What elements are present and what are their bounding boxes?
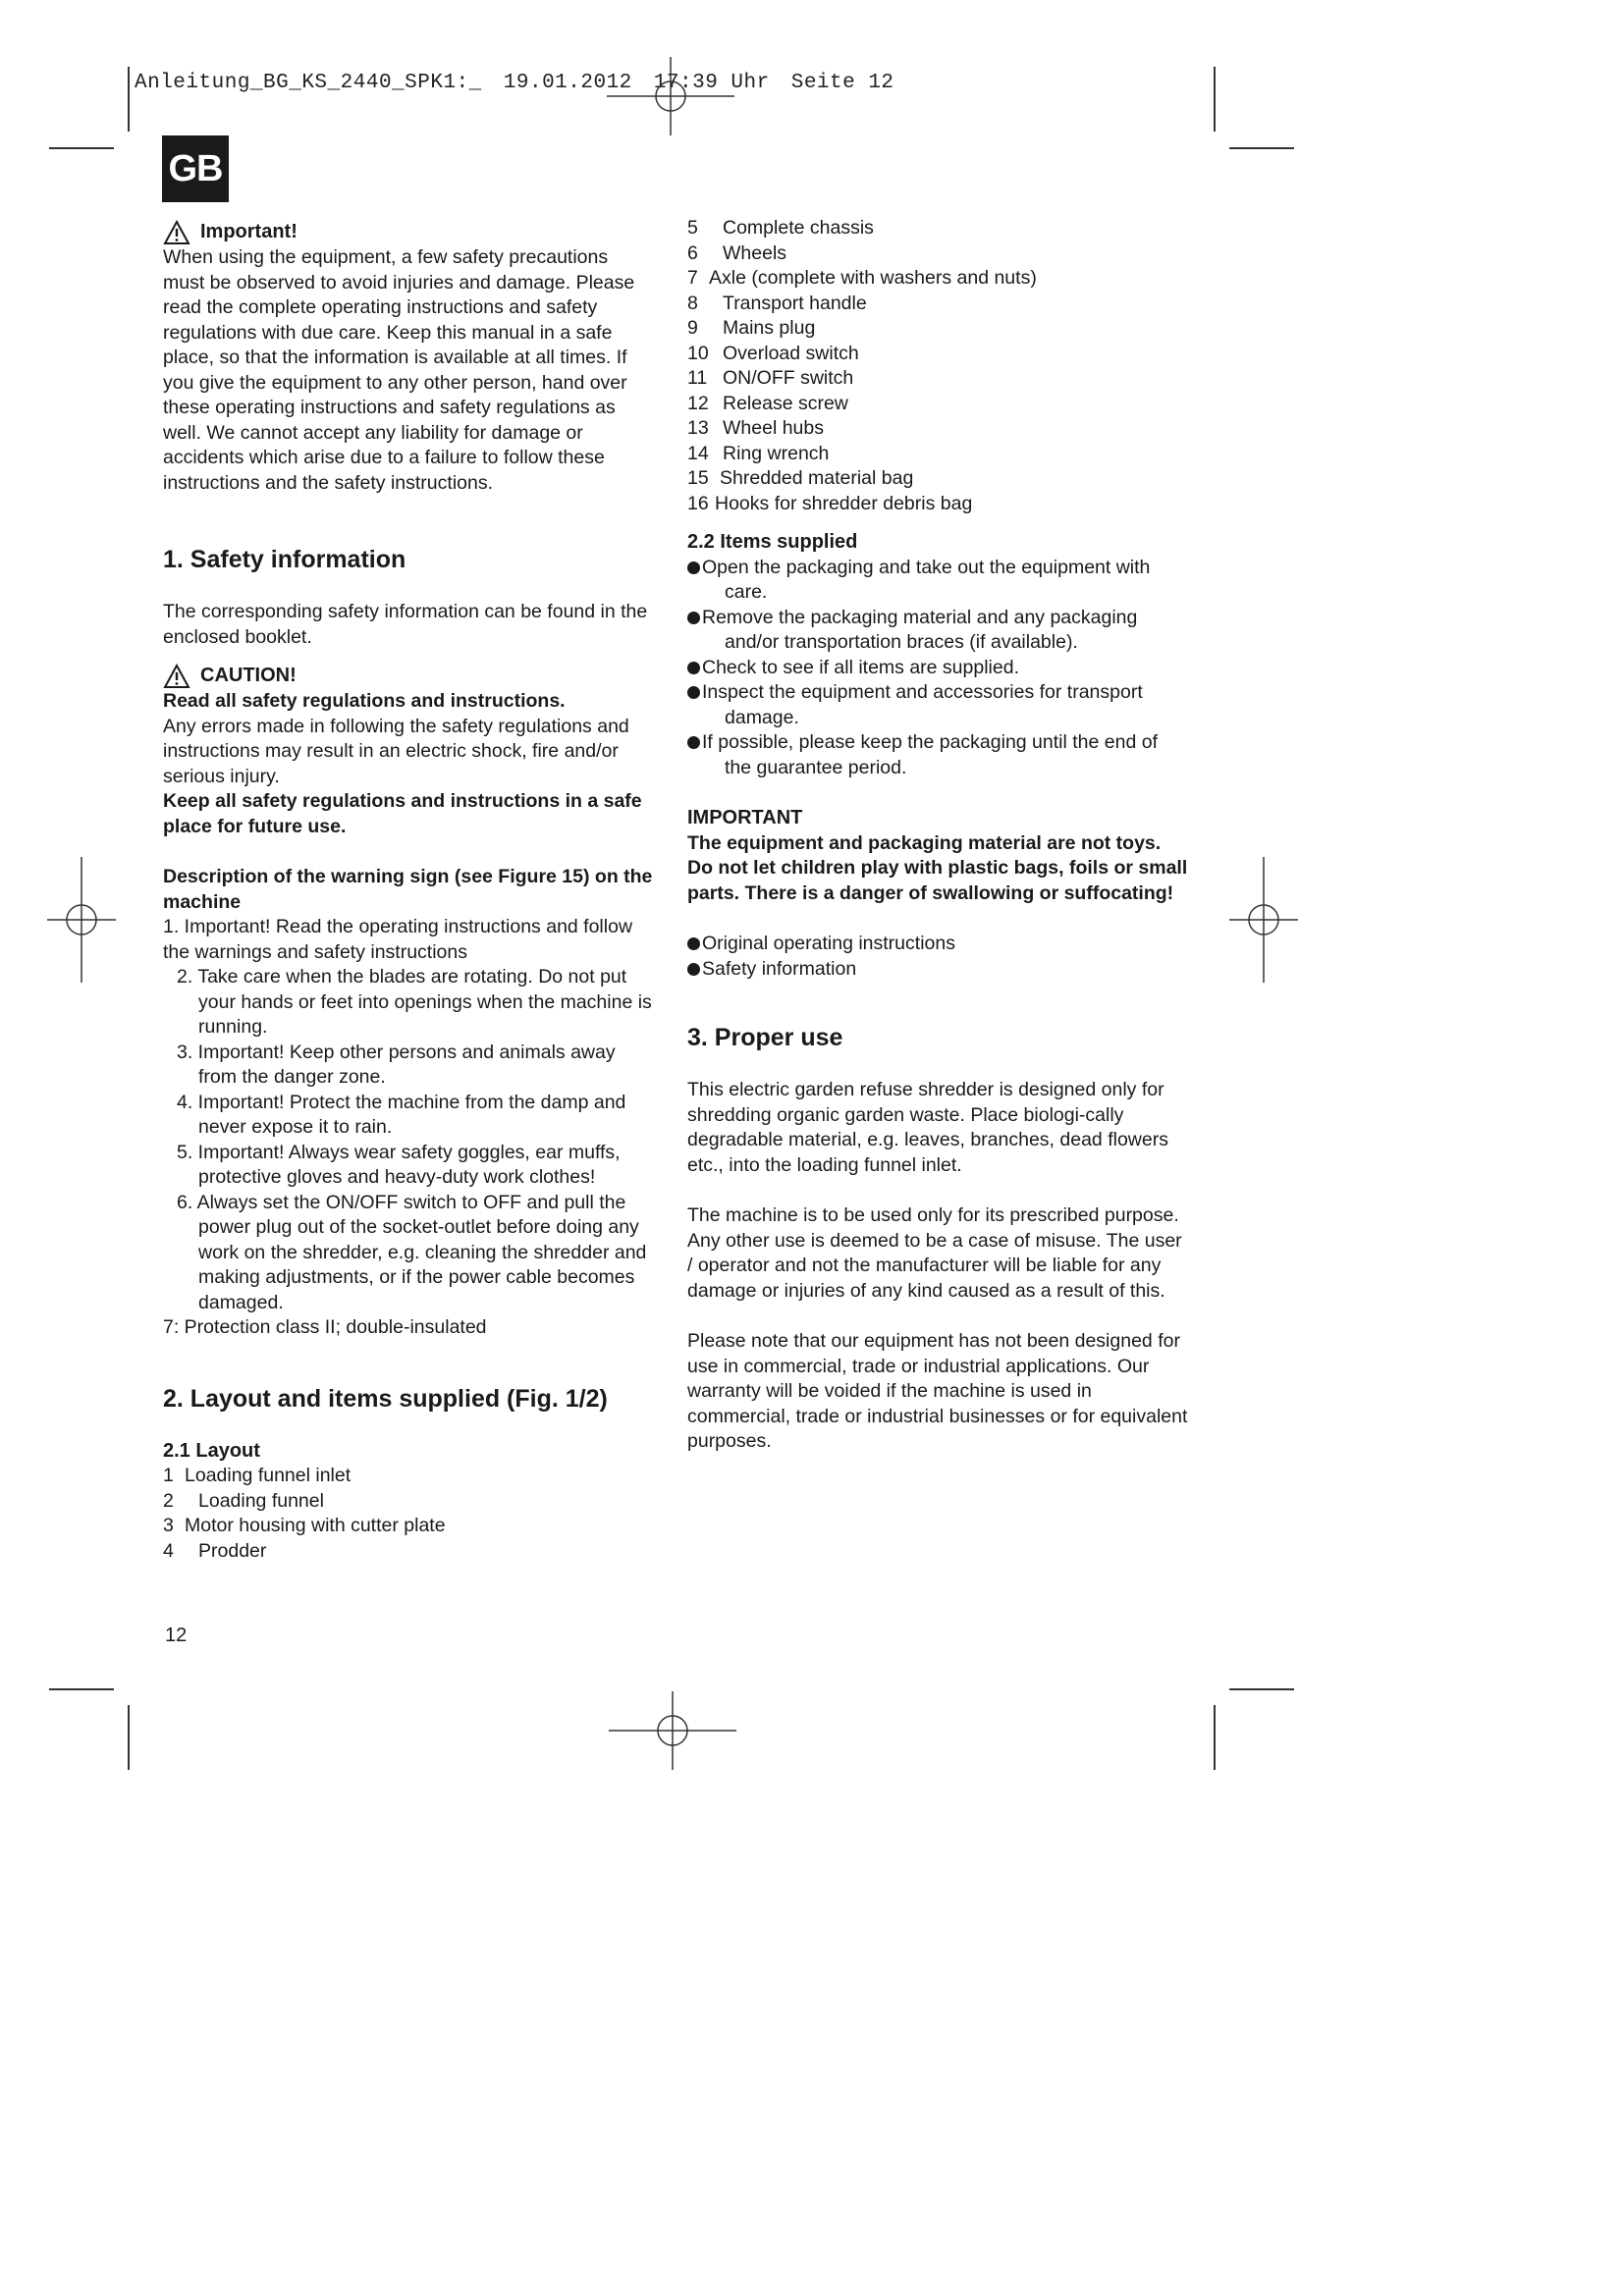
crop-mark-top-left-v xyxy=(128,67,130,132)
important-body: When using the equipment, a few safety precautions must be observed to avoid injuries and damage. Please read the complete operating instructions and safety regulations with due care. Keep this manual in a safe place, so that the information is available at all times. If you give the equipment to any other person, hand over these operating instructions and safety regulations as well. We cannot accept any liability for damage or accidents which arise due to a failure to follow these instructions and the safety instructions. xyxy=(163,246,635,494)
layout-list-part1 xyxy=(163,1464,654,1564)
warning-item: 5. Important! Always wear safety goggles, ear muffs, protective gloves and heavy-duty work clothes! xyxy=(177,1141,621,1188)
important-heading: Important! xyxy=(200,221,298,243)
layout-item: 8 Transport handle xyxy=(687,292,867,314)
registration-mark-right xyxy=(1229,857,1298,983)
slug-date: 19.01.2012 xyxy=(503,72,632,94)
supplied-heading: 2.2 Items supplied xyxy=(687,531,858,553)
slug-page: Seite 12 xyxy=(790,72,894,94)
supplied-item: Remove the packaging material and any packaging and/or transportation braces (if available). xyxy=(687,606,1188,656)
proper-use-paragraph: Please note that our equipment has not been designed for use in commercial, trade or industrial applications. Our warranty will be voided if the machine is used in commercial, trade or industrial businesses or for equivalent purposes. xyxy=(687,1330,1188,1452)
keep-instructions: Keep all safety regulations and instructions in a safe place for future use. xyxy=(163,790,642,837)
proper-use-paragraph: This electric garden refuse shredder is designed only for shredding organic garden waste. Place biologi-cally degradable material, e.g. leaves, branches, dead flowers etc., into the loading funnel inlet. xyxy=(687,1079,1168,1176)
caution-bold: Read all safety regulations and instructions. xyxy=(163,690,566,712)
print-slug xyxy=(135,72,916,94)
warning-triangle-icon xyxy=(163,664,190,689)
supplied-item: If possible, please keep the packaging until the end of the guarantee period. xyxy=(687,730,1188,780)
supplied-item: Check to see if all items are supplied. xyxy=(687,656,1188,681)
layout-item: 7 Axle (complete with washers and nuts) xyxy=(687,267,1037,289)
layout-item: 4 Prodder xyxy=(163,1539,267,1562)
section3-title: 3. Proper use xyxy=(687,1024,843,1051)
warning-item: 1. Important! Read the operating instructions and follow the warnings and safety instructions xyxy=(163,916,633,963)
layout-item: 12 Release screw xyxy=(687,392,848,414)
bullet-icon xyxy=(687,662,700,674)
layout-item: 9 Mains plug xyxy=(687,317,816,339)
layout-item: 3 Motor housing with cutter plate xyxy=(163,1515,446,1536)
warning-triangle-icon xyxy=(163,220,190,245)
crop-mark-bottom-left-v xyxy=(128,1705,130,1770)
section2-title: 2. Layout and items supplied (Fig. 1/2) xyxy=(163,1384,608,1413)
section1-title: 1. Safety information xyxy=(163,546,406,573)
docs-list xyxy=(687,932,1188,982)
layout-list-part2 xyxy=(687,216,1188,516)
crop-mark-bottom-left-h xyxy=(49,1688,114,1690)
important-caps-heading: IMPORTANT xyxy=(687,807,803,828)
crop-mark-top-right-h xyxy=(1229,147,1294,149)
supplied-list xyxy=(687,556,1188,781)
bullet-icon xyxy=(687,561,700,574)
important-heading-row xyxy=(163,220,654,245)
warning-sign-heading: Description of the warning sign (see Figure 15) on the machine xyxy=(163,866,653,913)
layout-item: 14 Ring wrench xyxy=(687,442,830,464)
supplied-item: Open the packaging and take out the equipment with care. xyxy=(687,556,1188,606)
layout-item: 6 Wheels xyxy=(687,241,787,264)
page-number: 12 xyxy=(165,1625,188,1646)
warning-item: 7: Protection class II; double-insulated xyxy=(163,1316,487,1338)
section1-intro: The corresponding safety information can be found in the enclosed booklet. xyxy=(163,601,648,648)
warning-sign-list xyxy=(163,915,654,1341)
caution-body: Any errors made in following the safety regulations and instructions may result in an electric shock, fire and/or serious injury. xyxy=(163,715,629,787)
layout-item: 15 Shredded material bag xyxy=(687,467,914,489)
bullet-icon xyxy=(687,736,700,749)
proper-use-paragraph: The machine is to be used only for its prescribed purpose. Any other use is deemed to be a case of misuse. The user / operator and not the manufacturer will be liable for any damage or injuries of any kind caused as a result of this. xyxy=(687,1204,1182,1302)
crop-mark-top-left-h xyxy=(49,147,114,149)
supplied-item: Inspect the equipment and accessories for transport damage. xyxy=(687,680,1188,730)
docs-item: Safety information xyxy=(687,957,1188,983)
layout-item: 16 Hooks for shredder debris bag xyxy=(687,492,973,514)
registration-mark-top xyxy=(607,57,734,135)
language-badge: GB xyxy=(162,135,229,202)
layout-item: 5 Complete chassis xyxy=(687,217,874,239)
crop-mark-bottom-right-v xyxy=(1214,1705,1216,1770)
warning-item: 2. Take care when the blades are rotating. Do not put your hands or feet into openings when the machine is running. xyxy=(177,966,652,1038)
layout-item: 11 ON/OFF switch xyxy=(687,367,854,389)
bullet-icon xyxy=(687,612,700,624)
warning-item: 3. Important! Keep other persons and animals away from the danger zone. xyxy=(177,1041,616,1088)
layout-item: 1 Loading funnel inlet xyxy=(163,1465,352,1486)
right-column xyxy=(687,216,1188,1455)
crop-mark-top-right-v xyxy=(1214,67,1216,132)
caution-heading-row xyxy=(163,664,654,689)
layout-heading: 2.1 Layout xyxy=(163,1439,260,1462)
crop-mark-bottom-right-h xyxy=(1229,1688,1294,1690)
layout-item: 2 Loading funnel xyxy=(163,1489,324,1512)
bullet-icon xyxy=(687,963,700,976)
bullet-icon xyxy=(687,686,700,699)
layout-item: 10 Overload switch xyxy=(687,342,859,364)
registration-mark-bottom xyxy=(609,1691,736,1770)
important-caps-body: The equipment and packaging material are not toys. Do not let children play with plastic bags, foils or small parts. There is a danger of swallowing or suffocating! xyxy=(687,831,1188,904)
layout-item: 13 Wheel hubs xyxy=(687,417,824,439)
slug-time: 17:39 Uhr xyxy=(653,72,770,94)
caution-heading: CAUTION! xyxy=(200,665,297,687)
registration-mark-left xyxy=(47,857,116,983)
slug-file: Anleitung_BG_KS_2440_SPK1:_ xyxy=(135,72,482,94)
bullet-icon xyxy=(687,937,700,950)
warning-item: 6. Always set the ON/OFF switch to OFF and pull the power plug out of the socket-outlet before doing any work on the shredder, e.g. cleaning the shredder and making adjustments, or if the power cable becomes damaged. xyxy=(177,1191,647,1313)
left-column xyxy=(163,220,654,1564)
warning-item: 4. Important! Protect the machine from the damp and never expose it to rain. xyxy=(177,1091,626,1138)
docs-item: Original operating instructions xyxy=(687,932,1188,957)
